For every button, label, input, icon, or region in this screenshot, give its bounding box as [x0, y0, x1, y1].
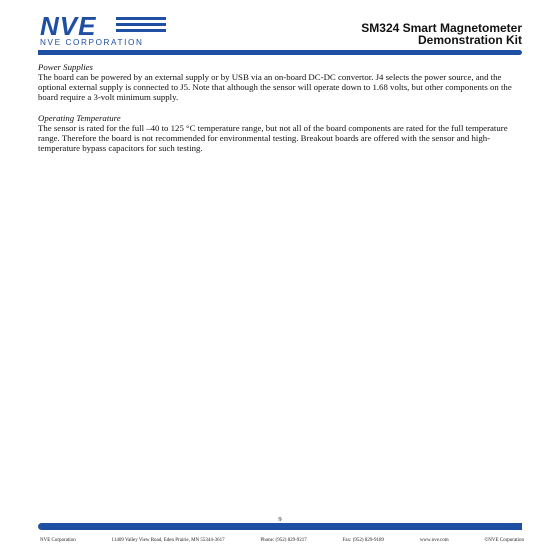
logo-stripes [116, 17, 166, 39]
footer-fax: Fax: (952) 829-9189 [342, 538, 384, 543]
document-title-line2: Demonstration Kit [417, 33, 522, 47]
footer-company: NVE Corporation [40, 538, 76, 543]
section-paragraph: The board can be powered by an external supply or by USB via an on-board DC-DC convertor. J4 selects the power source, and the optional external supply is connected to J5. Note that although the sensor will operate down to 1.68 volts, but other components on the board require a 3-volt minimum supply. [38, 72, 512, 103]
logo-wordmark: NVE [40, 11, 97, 41]
section-operating-temperature [38, 113, 522, 154]
logo-subtitle: NVE CORPORATION [40, 38, 144, 47]
section-heading: Operating Temperature [38, 112, 121, 123]
page-number: 9 [278, 516, 282, 523]
footer [40, 538, 524, 543]
section-paragraph: The sensor is rated for the full –40 to 125 °C temperature range, but not all of the board components are rated for the full temperature range. Therefore the board is not recommended for environmental testing. Breakout boards are offered with the sensor and high-temperature bypass capacitors for such testing. [38, 122, 508, 154]
nve-logo [40, 11, 168, 48]
footer-rule [38, 523, 522, 530]
section-power-supplies [38, 62, 522, 103]
document-title [361, 22, 522, 46]
footer-website: www.nve.com [419, 538, 449, 543]
section-heading: Power Supplies [38, 62, 93, 72]
footer-copyright: ©NVE Corporation [484, 538, 524, 543]
footer-address: 11409 Valley View Road, Eden Prairie, MN 55344-3617 [111, 538, 225, 543]
header-rule [38, 50, 522, 55]
footer-phone: Phone: (952) 829-9217 [260, 538, 307, 543]
page-content [38, 62, 522, 163]
document-title-line1: SM324 Smart Magnetometer [361, 21, 522, 35]
